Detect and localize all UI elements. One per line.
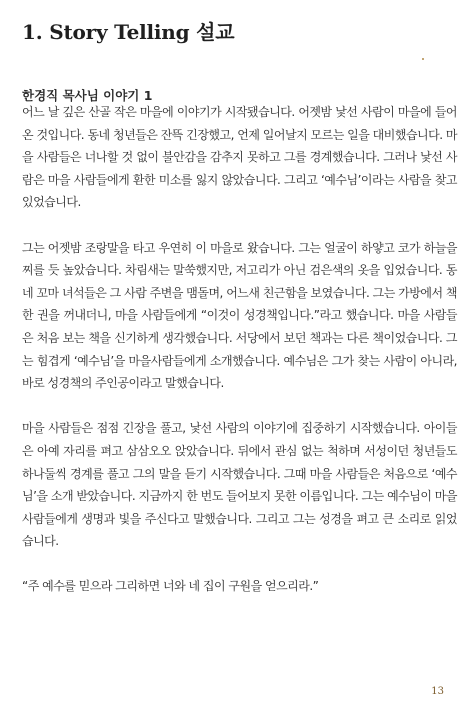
story-body bbox=[22, 101, 457, 598]
paragraph-quote: “주 예수를 믿으라 그리하면 너와 네 집이 구원을 얻으리라.” bbox=[22, 579, 319, 594]
story-subtitle: 한경직 목사님 이야기 1 bbox=[22, 88, 153, 103]
page-heading: 1. Story Telling 설교 bbox=[22, 20, 235, 44]
page-number: 13 bbox=[431, 686, 444, 697]
paragraph-1: 어느 날 깊은 산골 작은 마을에 이야기가 시작됐습니다. 어젯밤 낯선 사람이 마을에 들어온 것입니다. 동네 청년들은 잔뜩 긴장했고, 언제 일어날지 모르는 일을 대비했습니다. 마을 사람들은 너나할 것 없이 불안감을 감추지 못하고 그를 경계했습니다. 그러나 낯선 사람은 마을 사람들에게 환한 미소를 잃지 않았습니다. 그리고 ‘예수님’이라는 사람을 찾고 있었습니다. bbox=[22, 105, 457, 210]
paragraph-3: 마을 사람들은 점점 긴장을 풀고, 낯선 사람의 이야기에 집중하기 시작했습니다. 아이들은 아예 자리를 펴고 삼삼오오 앉았습니다. 뒤에서 관심 없는 척하며 서성이던 청년들도 하나둘씩 경계를 풀고 그의 말을 듣기 시작했습니다. 그때 마을 사람들은 처음으로 ‘예수님’을 소개 받았습니다. 지금까지 한 번도 들어보지 못한 이름입니다. 그는 예수님이 마을 사람들에게 생명과 빛을 주신다고 말했습니다. 그리고 그는 성경을 펴고 큰 소리로 읽었습니다. bbox=[22, 421, 457, 549]
decorative-dot bbox=[422, 58, 424, 60]
paragraph-2: 그는 어젯밤 조랑말을 타고 우연히 이 마을로 왔습니다. 그는 얼굴이 하얗고 코가 하늘을 찌를 듯 높았습니다. 차림새는 말쑥했지만, 저고리가 아닌 검은색의 옷을 입었습니다. 동네 꼬마 녀석들은 그 사람 주변을 맴돌며, 어느새 친근함을 보였습니다. 그는 가방에서 책 한 권을 꺼내더니, 마을 사람들에게 “이것이 성경책입니다.”라고 했습니다. 마을 사람들은 처음 보는 책을 신기하게 생각했습니다. 서당에서 보던 책과는 다른 책이었습니다. 그는 힘겹게 ‘예수님’을 마을사람들에게 소개했습니다. 예수님은 그가 찾는 사람이 아니라, 바로 성경책의 주인공이라고 말했습니다. bbox=[22, 240, 457, 391]
